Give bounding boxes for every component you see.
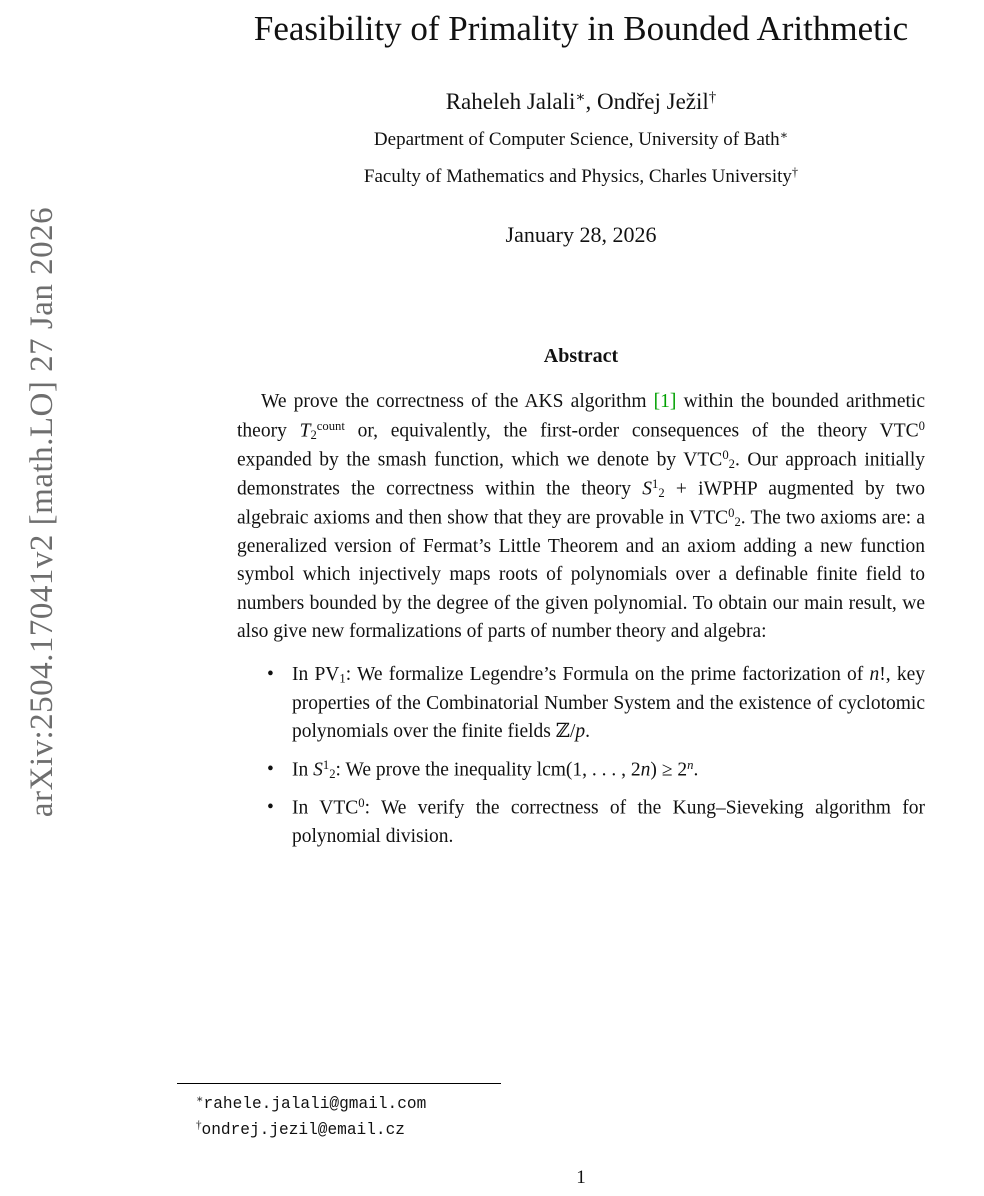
text-segment: expanded by the smash function, which we denote by VTC: [237, 448, 723, 470]
text-segment: 0: [728, 505, 735, 520]
text-segment: count: [316, 418, 345, 433]
affiliation-2: [177, 165, 984, 189]
text-segment: : We prove the inequality lcm(1, . . . , 2: [335, 759, 641, 781]
abstract-heading: Abstract: [543, 344, 619, 367]
text-segment: ) ≥ 2: [650, 759, 688, 781]
text-segment: : We verify the correctness of the Kung–Sieveking algorithm for polynomial division.: [292, 797, 925, 848]
text-segment: .: [585, 721, 591, 743]
abstract-bullet-s12: [237, 756, 925, 785]
abstract-bullet-pv1: [237, 661, 925, 747]
text-segment: †: [196, 1119, 202, 1132]
text-segment: ondrej.jezil@email.cz: [201, 1121, 405, 1139]
text-segment: S: [642, 477, 653, 499]
page-number: 1: [576, 1167, 586, 1188]
text-segment: 0: [722, 447, 729, 462]
arxiv-watermark: arXiv:2504.17041v2 [math.LO] 27 Jan 2026: [24, 206, 60, 818]
text-segment: 0: [358, 796, 365, 811]
text-segment: 2: [310, 427, 317, 442]
text-segment: T: [299, 419, 311, 441]
text-segment: rahele.jalali@gmail.com: [203, 1095, 427, 1113]
text-segment: †: [791, 164, 799, 179]
text-segment: ∗: [196, 1093, 204, 1106]
paper-title: Feasibility of Primality in Bounded Arithmetic: [253, 9, 909, 48]
paper-content: [177, 0, 984, 861]
paper-date: January 28, 2026: [505, 221, 657, 247]
text-segment: 0: [918, 418, 925, 433]
text-segment: n: [687, 758, 694, 773]
text-segment: †: [708, 89, 717, 106]
text-segment: 1: [339, 671, 346, 686]
text-segment: p: [575, 721, 586, 743]
abstract-bullet-list: [237, 661, 925, 852]
text-segment: within the bounded arithmetic theory: [237, 390, 925, 441]
text-segment: S: [313, 759, 323, 781]
text-segment: , Ondřej Ježil: [585, 89, 709, 114]
text-segment: We prove the correctness of the AKS algorithm: [261, 390, 654, 412]
authors-line: [177, 88, 984, 116]
footnote-author-2-email: [196, 1118, 405, 1141]
text-segment: ∗: [779, 127, 789, 142]
text-segment: In: [292, 759, 314, 781]
abstract-paragraph: [237, 388, 925, 647]
text-segment: !, key properties of the Combinatorial Number System and the existence of cyclotomic polynomials over the finite fields ℤ/: [292, 664, 926, 743]
abstract-section: [237, 344, 925, 852]
text-segment: Department of Computer Science, University of Bath: [373, 128, 780, 150]
text-segment: ∗: [575, 89, 586, 106]
citation-link[interactable]: [1]: [653, 390, 677, 412]
text-segment: 2: [658, 485, 665, 500]
text-segment: . The two axioms are: a generalized version of Fermat’s Little Theorem and an axiom adding a new function symbol which injectively maps roots of polynomials over a definable finite field to numbers bounded by the degree of the given polynomial. To obtain our main result, we also give new formalizations of parts of number theory and algebra:: [237, 506, 925, 643]
text-segment: 2: [734, 514, 741, 529]
footnote-author-1-email: [196, 1092, 426, 1115]
text-segment: . Our approach initially demonstrates the correctness within the theory: [237, 448, 926, 499]
text-segment: 1: [652, 476, 659, 491]
affiliation-1: [177, 128, 984, 152]
text-segment: : We formalize Legendre’s Formula on the prime factorization of: [345, 664, 870, 686]
text-segment: Raheleh Jalali: [445, 89, 576, 114]
text-segment: 2: [329, 766, 336, 781]
text-segment: .: [693, 759, 699, 781]
footnote-rule: [177, 1083, 501, 1084]
text-segment: In PV: [292, 664, 340, 686]
text-segment: 2: [728, 456, 735, 471]
text-segment: Faculty of Mathematics and Physics, Charles University: [363, 165, 792, 187]
text-segment: n: [869, 664, 880, 686]
text-segment: or, equivalently, the first-order consequences of the theory VTC: [344, 419, 919, 441]
text-segment: In VTC: [292, 797, 359, 819]
text-segment: 1: [322, 758, 330, 773]
abstract-bullet-vtc0: [237, 794, 925, 852]
text-segment: + iWPHP augmented by two algebraic axioms and then show that they are provable in VTC: [237, 477, 926, 528]
text-segment: n: [640, 759, 651, 781]
